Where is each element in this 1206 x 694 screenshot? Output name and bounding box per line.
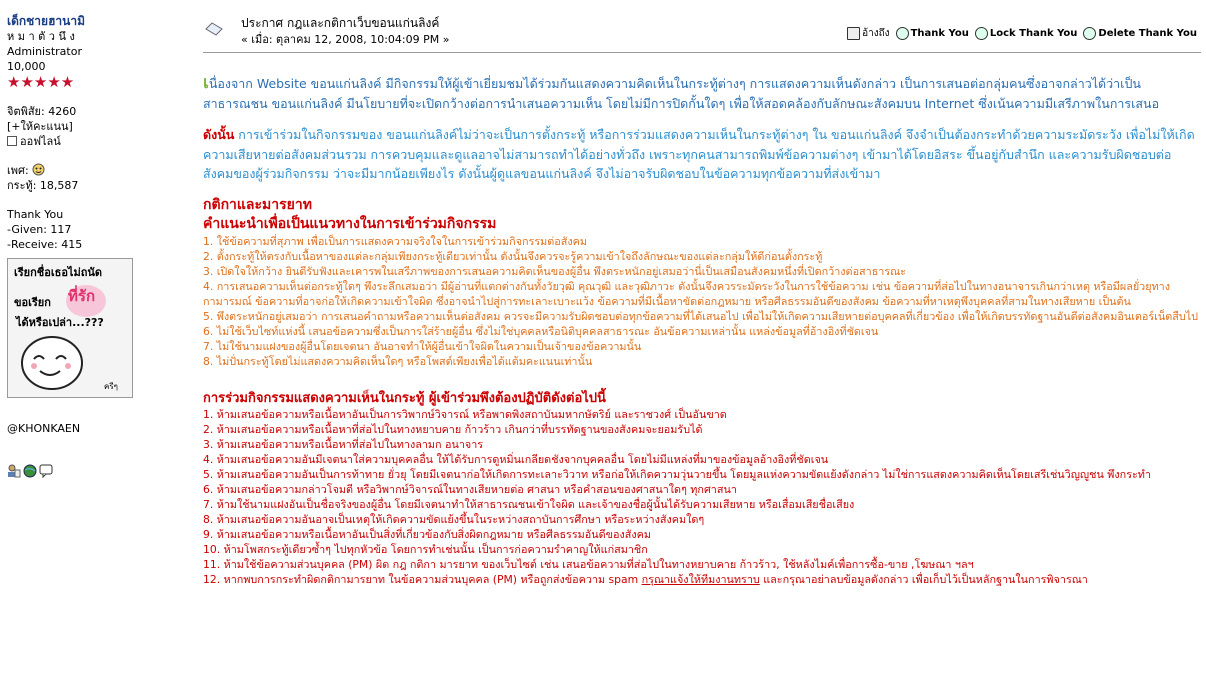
thank-you-button[interactable]: Thank You	[896, 27, 969, 40]
rule-item: 2. ตั้งกระทู้ให้ตรงกับเนื้อหาของแต่ละกลุ่มเพียงกระทู้เดียวเท่านั้น ดังนั้นจึงควรจะรู้ความเข้าใจถึงลักษณะของแต่ละกลุ่มให้ดีก่อนตั้งกระทู้	[203, 249, 823, 263]
avatar	[7, 258, 133, 398]
intro-paragraph: เนื่องจาก Website ขอนแก่นลิงค์ มีกิจกรรมให้ผู้เข้าเยี่ยมชมได้ร่วมกันแสดงความคิดเห็นในกระทู้ต่างๆ การแสดงความเห็นดังกล่าว เป็นการเสนอต่อกลุ่มคนซึ่งอาจกล่าวได้ว่าเป็นสาธารณชน ขอนแก่นลิงค์ มีนโยบายที่จะเปิดกว้างต่อการนำเสนอความเห็น โดยไม่มีการปิดกั้นใดๆ เพื่อให้สอดคล้องกับลักษณะสังคมบน Internet ซึ่งเน้นความมีเสรีภาพในการเสนอ	[203, 73, 1160, 111]
avatar-caption: ครีๆ	[104, 382, 118, 391]
rules-list	[203, 407, 1201, 557]
post-header	[203, 8, 1201, 53]
thank-received: -Receive: 415	[7, 238, 83, 251]
section-subheading: คำแนะนำเพื่อเป็นแนวทางในการเข้าร่วมกิจกรรม	[203, 215, 497, 232]
delete-icon	[1083, 27, 1096, 40]
rule-item: 10. ห้ามโพสกระทู้เดียวซ้ำๆ ไปทุกหัวข้อ โดยการทำเช่นนั้น เป็นการก่อความรำคาญให้แก่สมาชิก	[203, 542, 648, 556]
section-heading: กติกาและมารยาท	[203, 196, 312, 213]
rule-item: 2. ห้ามเสนอข้อความหรือเนื้อหาที่ส่อไปในทางหยาบคาย ก้าวร้าว เกินกว่าที่บรรทัดฐานของสังคมจะยอมรับได้	[203, 422, 703, 436]
online-status: ออฟไลน์	[7, 134, 197, 149]
rule-item: 8. ห้ามเสนอข้อความอันอาจเป็นเหตุให้เกิดความขัดแย้งขึ้นในระหว่างสถาบันการศึกษา หรือระหว่างสังคมใดๆ	[203, 512, 705, 526]
post-icon	[205, 22, 223, 36]
avatar-caption: ที่รัก	[68, 287, 96, 305]
gender-icon	[32, 163, 45, 176]
cartoon-face-icon	[18, 333, 88, 391]
message-icon[interactable]	[39, 464, 53, 478]
poster-info	[7, 14, 197, 398]
rule-item: 3. ห้ามเสนอข้อความหรือเนื้อหาที่ส่อไปในทางลามก อนาจาร	[203, 437, 484, 451]
post-count: กระทู้: 18,587	[7, 179, 79, 192]
rank-stars-icon: ★★★★★	[7, 73, 75, 91]
poster-badge: 10,000	[7, 60, 46, 73]
thank-you-label: Thank You	[7, 208, 64, 221]
participation-section	[203, 391, 1201, 587]
rule-item: 6. ห้ามเสนอข้อความกล่าวโจมตี หรือวิพากษ์วิจารณ์ในทางเสียหายต่อ ศาสนา หรือคำสอนของศาสนาใดๆ ทุกศาสนา	[203, 482, 737, 496]
gender: เพศ:	[7, 163, 197, 178]
advice-list	[203, 234, 1201, 369]
karma-add-link[interactable]: [+ให้คะแนน]	[7, 120, 73, 133]
rule-item: 1. ใช้ข้อความที่สุภาพ เพื่อเป็นการแสดงความจริงใจในการเข้าร่วมกิจกรรมต่อสังคม	[203, 234, 587, 248]
lock-thank-you-button[interactable]: Lock Thank You	[975, 27, 1078, 40]
section-heading: การร่วมกิจกรรมแสดงความเห็นในกระทู้ ผู้เข้าร่วมพึงต้องปฏิบัติดังต่อไปนี้	[203, 390, 606, 406]
delete-thank-you-button[interactable]: Delete Thank You	[1083, 27, 1197, 40]
thank-given: -Given: 117	[7, 223, 72, 236]
rule-item: 3. เปิดใจให้กว้าง ยินดีรับฟังและเคารพในเสรีภาพของการเสนอความคิดเห็นของผู้อื่น พึงตระหนักอยู่เสมอว่านี่เป็นเสมือนสังคมหนึ่งที่เปิดกว้างต่อสาธารณะ	[203, 264, 906, 278]
thank-icon	[896, 27, 909, 40]
website-globe-icon[interactable]	[23, 464, 37, 478]
lock-icon	[975, 27, 988, 40]
offline-icon	[7, 136, 17, 146]
avatar-caption: ขอเรียก	[14, 296, 51, 309]
poster-icons	[7, 464, 53, 478]
rule-item: 1. ห้ามเสนอข้อความหรือเนื้อหาอันเป็นการวิพากษ์วิจารณ์ หรือพาดพิงสถาบันมหากษัตริย์ และราชวงศ์ เป็นอันขาด	[203, 407, 727, 421]
quote-icon	[847, 27, 860, 40]
post-title[interactable]: ประกาศ กฎและกติกาเว็บขอนแก่นลิงค์	[241, 16, 440, 30]
report-link[interactable]: กรุณาแจ้งให้ทีมงานทราบ	[641, 572, 760, 586]
rule-item: 4. การเสนอความเห็นต่อกระทู้ใดๆ พึงระลึกเสมอว่า มีผู้อ่านที่แตกต่างกันทั้งวัยวุฒิ คุณวุฒิ และวุฒิภาวะ ดังนั้นจึงควรระมัดระวังในการใช้ข้อความ เช่น ข้อความที่ส่อไปในทางอนาจารเกินกว่าเหตุ หรือมีผลยั่วยุทางกามารมณ์ ข้อความที่อาจก่อให้เกิดความเข้าใจผิด ซึ่งอาจนำไปสู่การทะเลาะเบาะแว้ง ข้อความที่มีเนื้อหาขัดต่อกฎหมาย หรือศีลธรรมอันดีของสังคม ข้อความที่หาเหตุพึงบุคคลที่สามในทางเสียหาย เป็นต้น	[203, 279, 1171, 308]
poster-contact: @KHONKAEN	[7, 422, 81, 435]
notice-paragraph: ดังนั้น การเข้าร่วมในกิจกรรมของ ขอนแก่นลิงค์ไม่ว่าจะเป็นการตั้งกระทู้ หรือการร่วมแสดงความเห็นในกระทู้ต่างๆ ใน ขอนแก่นลิงค์ จึงจำเป็นต้องกระทำด้วยความระมัดระวัง เพื่อไม่ให้เกิดความเสียหายต่อสังคมส่วนรวม การควบคุมและดูแลอาจไม่สามารถทำได้อย่างทั่วถึง เพราะทุกคนสามารถพิมพ์ข้อความต่างๆ เข้ามาได้โดยอิสระ ขึ้นอยู่กับสำนึก และความรับผิดชอบต่อสังคมของผู้ร่วมกิจกรรม ว่าจะมีมากน้อยเพียงไร ดังนั้นผู้ดูแลขอนแก่นลิงค์ จึงไม่อาจรับผิดชอบในข้อความทุกข้อความที่ส่งเข้ามา	[203, 127, 1195, 181]
post-toolbar	[847, 26, 1197, 41]
rules-section	[203, 196, 1201, 369]
avatar-caption: ได้หรือเปล่า...???	[16, 316, 104, 329]
post-date: « เมื่อ: ตุลาคม 12, 2008, 10:04:09 PM »	[241, 33, 450, 46]
rule-item: 9. ห้ามเสนอข้อความหรือเนื้อหาอันเป็นสิ่งที่เกี่ยวข้องกับสิ่งผิดกฎหมาย หรือศีลธรรมอันดีของสังคม	[203, 527, 651, 541]
poster-role: Administrator	[7, 45, 82, 58]
karma: จิตพิสัย: 4260	[7, 105, 77, 118]
profile-icon[interactable]	[7, 464, 21, 478]
rule-item: 5. ห้ามเสนอข้อความอันเป็นการท้าทาย ยั่วยุ โดยมีเจตนาก่อให้เกิดการทะเลาะวิวาท หรือก่อให้เกิดความวุ่นวายขึ้น โดยมูลแห่งความขัดแย้งดังกล่าว ไม่ใช่การแสดงความคิดเห็นโดยเสรีเช่นวิญญูชน พึงกระทำ	[203, 467, 1151, 481]
poster-username[interactable]: เด็กชายฮานามิ	[7, 14, 85, 28]
rule-item: 4. ห้ามเสนอข้อความอันมีเจตนาใส่ความบุคคลอื่น ให้ได้รับการดูหมิ่นเกลียดชังจากบุคคลอื่น โดยไม่มีแหล่งที่มาของข้อมูลอ้างอิงที่ชัดเจน	[203, 452, 829, 466]
rule-item: 7. ไม่ใช้นามแฝงของผู้อื่นโดยเจตนา อันอาจทำให้ผู้อื่นเข้าใจผิดในความเป็นเจ้าของข้อความนั้น	[203, 339, 642, 353]
rule-item: 11. ห้ามใช้ข้อความส่วนบุคคล (PM) ผิด กฎ กติกา มารยาท ของเว็บไซต์ เช่น เสนอข้อความที่ส่อไปในทางหยาบคาย ก้าวร้าว, ใช้หลังไมค์เพื่อการซื้อ-ขาย ,โฆษณา ฯลฯ	[203, 557, 974, 571]
rule-item: 6. ไม่ใช้เว็บไซท์แห่งนี้ เสนอข้อความซึ่งเป็นการใส่ร้ายผู้อื่น ซึ่งไม่ใช่บุคคลหรือนิติบุคคลสาธารณะ อันข้อความเหล่านั้น แหล่งข้อมูลที่อ้างอิงที่ชัดเจน	[203, 324, 879, 338]
poster-title: ห ม า ตั ว นึ ง	[7, 30, 75, 43]
rule-item: 12. หากพบการกระทำผิดกติกามารยาท ในข้อความส่วนบุคคล (PM) หรือถูกส่งข้อความ spam กรุณาแจ้งให้ทีมงานทราบ และกรุณาอย่าลบข้อมูลดังกล่าว เพื่อเก็บไว้เป็นหลักฐานในการพิจารณา	[203, 572, 1088, 586]
avatar-caption: เรียกชื่อเธอไม่ถนัด	[14, 266, 103, 279]
post-body	[203, 53, 1201, 587]
rule-item: 8. ไม่ปั่นกระทู้โดยไม่แสดงความคิดเห็นใดๆ หรือโพสต์เพียงเพื่อได้แต้มคะแนนเท่านั้น	[203, 354, 593, 368]
post	[203, 8, 1201, 587]
rule-item: 7. ห้ามใช้นามแฝงอันเป็นชื่อจริงของผู้อื่น โดยมีเจตนาทำให้สาธารณชนเข้าใจผิด และเจ้าของชื่อผู้นั้นได้รับความเสียหาย หรือเสื่อมเสียชื่อเสียง	[203, 497, 855, 511]
rule-item: 5. พึงตระหนักอยู่เสมอว่า การเสนอคำถามหรือความเห็นต่อสังคม ควรจะมีความรับผิดชอบต่อทุกข้อความที่ได้เสนอไป เพื่อไม่ให้เกิดความเสียหายต่อบุคคลที่เกี่ยวข้อง เพื่อให้เกิดบรรทัดฐานอันดีต่อสังคมอินเตอร์เน็ตสืบไป	[203, 309, 1198, 323]
quote-button[interactable]: อ้างถึง	[847, 26, 889, 41]
